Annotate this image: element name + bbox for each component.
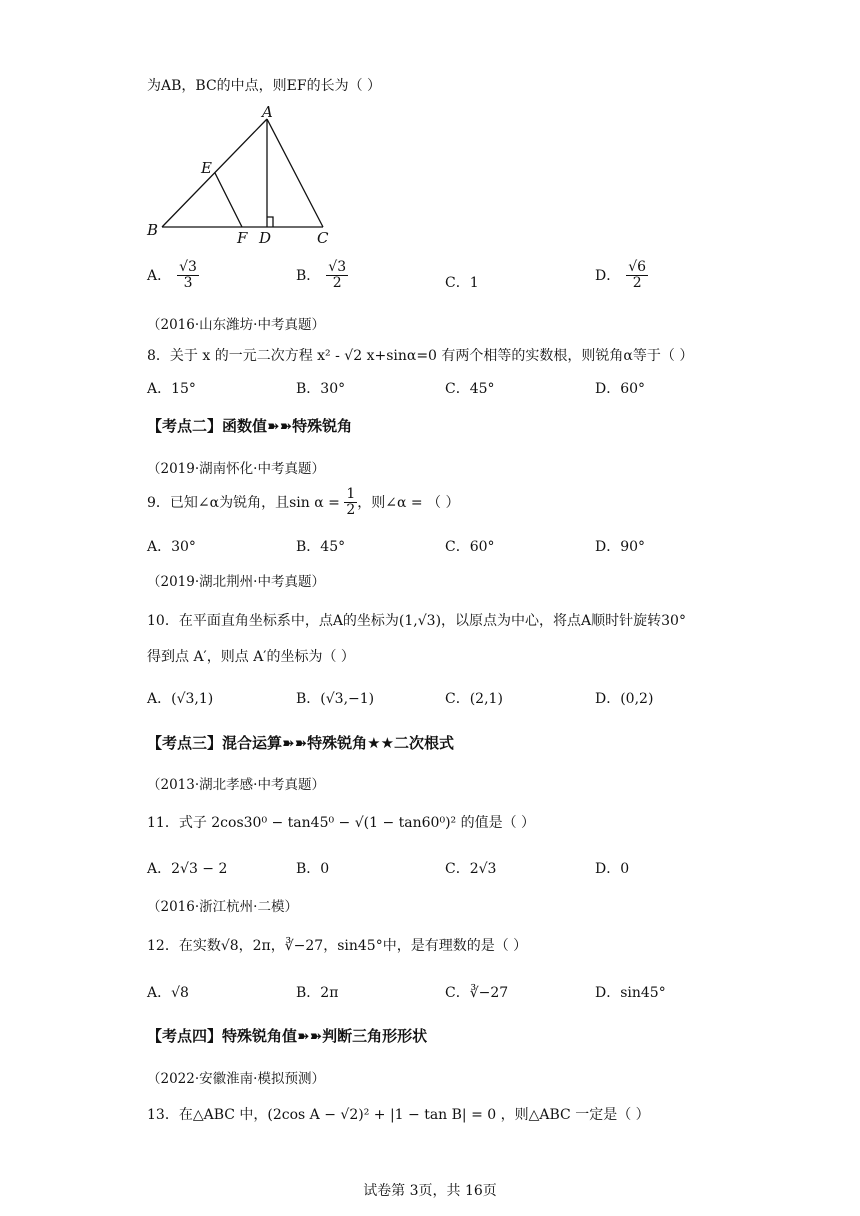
q11-option-b: B．0: [296, 861, 330, 877]
q10-stem-line1: 10．在平面直角坐标系中，点A的坐标为(1,√3)，以原点为中心，将点A顺时针旋转30°: [147, 613, 686, 629]
q9-option-d: D．90°: [595, 539, 646, 555]
label-D: D: [259, 229, 272, 247]
section-heading-3: 【考点三】混合运算➽➽特殊锐角★★二次根式: [147, 734, 455, 752]
q12-option-c: C．∛−27: [445, 985, 509, 1001]
q12-source: （2016·浙江杭州·二模）: [147, 899, 298, 915]
q11-source: （2013·湖北孝感·中考真题）: [147, 777, 325, 793]
q10-source: （2019·湖北荆州·中考真题）: [147, 574, 325, 590]
q7-stem-tail: 为AB，BC的中点，则EF的长为（ ）: [147, 78, 382, 94]
q9-option-c: C．60°: [445, 539, 495, 555]
q11-option-d: D．0: [595, 861, 630, 877]
q7-option-d: D． $\frac{√6}{2}$: [595, 259, 647, 292]
q13-stem: 13．在△ABC 中，(2cos A − √2)² + |1 − tan B| = 0 ，则△ABC 一定是（ ）: [147, 1107, 650, 1123]
q8-option-b: B．30°: [296, 381, 346, 397]
q8-option-c: C．45°: [445, 381, 495, 397]
q7-option-a: A． $\frac{√3}{3}$: [147, 259, 197, 292]
q9-stem: 9．已知∠α为锐角，且sin α = $\frac{1}{2}$ ，则∠α = （ ）: [147, 486, 460, 519]
q12-option-a: A．√8: [147, 985, 189, 1001]
q10-option-d: D．(0,2): [595, 691, 654, 707]
q10-stem-line2: 得到点 A′，则点 A′的坐标为（ ）: [147, 649, 355, 665]
label-F: F: [237, 229, 248, 247]
q12-option-b: B．2π: [296, 985, 339, 1001]
q10-option-c: C．(2,1): [445, 691, 503, 707]
q11-stem: 11．式子 2cos30⁰ − tan45⁰ − √(1 − tan60⁰)² 的值是（ ）: [147, 815, 536, 831]
q9-option-a: A．30°: [147, 539, 196, 555]
q11-option-c: C．2√3: [445, 861, 497, 877]
q12-stem: 12．在实数√8，2π，∛−27，sin45°中，是有理数的是（ ）: [147, 938, 528, 954]
q7-option-b: B． $\frac{√3}{2}$: [296, 259, 347, 292]
q8-option-a: A．15°: [147, 381, 196, 397]
label-A: A: [262, 105, 273, 121]
label-B: B: [147, 221, 159, 239]
section-heading-2: 【考点二】函数值➽➽特殊锐角: [147, 417, 353, 435]
q12-option-d: D．sin45°: [595, 985, 666, 1001]
q10-option-b: B．(√3,−1): [296, 691, 375, 707]
q10-option-a: A．(√3,1): [147, 691, 214, 707]
label-C: C: [317, 229, 329, 247]
q8-option-d: D．60°: [595, 381, 646, 397]
q9-source: （2019·湖南怀化·中考真题）: [147, 461, 325, 477]
section-heading-4: 【考点四】特殊锐角值➽➽判断三角形形状: [147, 1027, 428, 1045]
page-footer: 试卷第 3页，共 16页: [363, 1183, 497, 1199]
triangle-figure: [140, 105, 340, 250]
q13-source: （2022·安徽淮南·模拟预测）: [147, 1071, 325, 1087]
q8-source: （2016·山东潍坊·中考真题）: [147, 317, 325, 333]
q7-option-c: C．1: [445, 275, 479, 291]
q8-stem: 8．关于 x 的一元二次方程 x² - √2 x+sinα=0 有两个相等的实数根，则锐角α等于（ ）: [147, 348, 694, 364]
q11-option-a: A．2√3 − 2: [147, 861, 228, 877]
q9-option-b: B．45°: [296, 539, 346, 555]
label-E: E: [201, 159, 212, 177]
